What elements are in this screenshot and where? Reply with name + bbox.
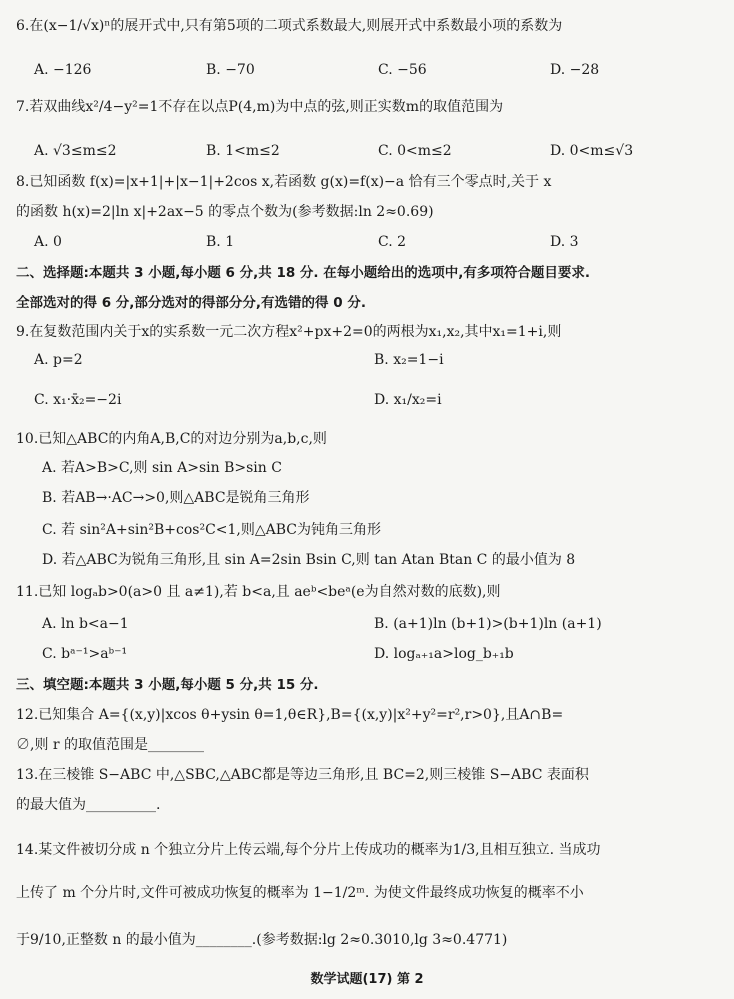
q11-stem: 11.已知 logₐb>0(a>0 且 a≠1),若 b<a,且 aeᵇ<beᵃ(e为自然对数的底数),则 bbox=[16, 584, 501, 600]
q8-option-b: B. 1 bbox=[206, 234, 235, 250]
q8-stem-line2: 的函数 h(x)=2|ln x|+2ax−5 的零点个数为(参考数据:ln 2≈0.69) bbox=[16, 204, 434, 220]
q14-line3: 于9/10,正整数 n 的最小值为________.(参考数据:lg 2≈0.3010,lg 3≈0.4771) bbox=[16, 932, 508, 948]
q10-option-a: A. 若A>B>C,则 sin A>sin B>sin C bbox=[42, 460, 282, 476]
section-2-heading: 二、选择题:本题共 3 小题,每小题 6 分,共 18 分. 在每小题给出的选项中,有多项符合题目要求. bbox=[16, 265, 591, 281]
q8-option-d: D. 3 bbox=[550, 234, 579, 250]
q7-option-b: B. 1<m≤2 bbox=[206, 143, 280, 159]
q9-option-d: D. x₁/x₂=i bbox=[374, 392, 442, 408]
q10-option-d: D. 若△ABC为锐角三角形,且 sin A=2sin Bsin C,则 tan Atan Btan C 的最小值为 8 bbox=[42, 552, 576, 568]
q6-option-c: C. −56 bbox=[378, 62, 427, 78]
q8-option-c: C. 2 bbox=[378, 234, 407, 250]
q12-line1: 12.已知集合 A={(x,y)|xcos θ+ysin θ=1,θ∈R},B={(x,y)|x²+y²=r²,r>0},且A∩B= bbox=[16, 707, 564, 723]
q14-line1: 14.某文件被切分成 n 个独立分片上传云端,每个分片上传成功的概率为1/3,且相互独立. 当成功 bbox=[16, 842, 601, 858]
q6-stem: 6.在(x−1/√x)ⁿ的展开式中,只有第5项的二项式系数最大,则展开式中系数最小项的系数为 bbox=[16, 18, 563, 34]
q8-stem-line1: 8.已知函数 f(x)=|x+1|+|x−1|+2cos x,若函数 g(x)=f(x)−a 恰有三个零点时,关于 x bbox=[16, 174, 552, 190]
q7-option-d: D. 0<m≤√3 bbox=[550, 143, 634, 159]
q9-stem: 9.在复数范围内关于x的实系数一元二次方程x²+px+2=0的两根为x₁,x₂,其中x₁=1+i,则 bbox=[16, 324, 562, 340]
q6-option-b: B. −70 bbox=[206, 62, 255, 78]
page-footer: 数学试题(17) 第 2 bbox=[310, 972, 424, 987]
q13-line2: 的最大值为__________. bbox=[16, 797, 161, 813]
q11-option-d: D. logₐ₊₁a>log_b₊₁b bbox=[374, 646, 514, 662]
q11-option-b: B. (a+1)ln (b+1)>(b+1)ln (a+1) bbox=[374, 616, 602, 632]
q10-stem: 10.已知△ABC的内角A,B,C的对边分别为a,b,c,则 bbox=[16, 431, 327, 447]
q9-option-a: A. p=2 bbox=[34, 352, 83, 368]
q7-option-a: A. √3≤m≤2 bbox=[34, 143, 117, 159]
q12-line2: ∅,则 r 的取值范围是________ bbox=[16, 737, 205, 753]
q9-option-b: B. x₂=1−i bbox=[374, 352, 444, 368]
q11-option-a: A. ln b<a−1 bbox=[42, 616, 129, 632]
q10-option-c: C. 若 sin²A+sin²B+cos²C<1,则△ABC为钝角三角形 bbox=[42, 522, 382, 538]
q7-stem: 7.若双曲线x²/4−y²=1不存在以点P(4,m)为中点的弦,则正实数m的取值范围为 bbox=[16, 99, 504, 115]
q8-option-a: A. 0 bbox=[34, 234, 62, 250]
q11-option-c: C. bᵃ⁻¹>aᵇ⁻¹ bbox=[42, 646, 128, 662]
q9-option-c: C. x₁·x̄₂=−2i bbox=[34, 392, 122, 408]
section-3-heading: 三、填空题:本题共 3 小题,每小题 5 分,共 15 分. bbox=[16, 677, 319, 693]
q14-line2: 上传了 m 个分片时,文件可被成功恢复的概率为 1−1/2ᵐ. 为使文件最终成功恢复的概率不小 bbox=[16, 885, 584, 901]
q13-line1: 13.在三棱锥 S−ABC 中,△SBC,△ABC都是等边三角形,且 BC=2,则三棱锥 S−ABC 表面积 bbox=[16, 767, 589, 783]
q10-option-b: B. 若AB→·AC→>0,则△ABC是锐角三角形 bbox=[42, 490, 310, 506]
q7-option-c: C. 0<m≤2 bbox=[378, 143, 452, 159]
q6-option-a: A. −126 bbox=[34, 62, 92, 78]
section-2-instructions: 全部选对的得 6 分,部分选对的得部分分,有选错的得 0 分. bbox=[16, 295, 366, 311]
q6-option-d: D. −28 bbox=[550, 62, 600, 78]
